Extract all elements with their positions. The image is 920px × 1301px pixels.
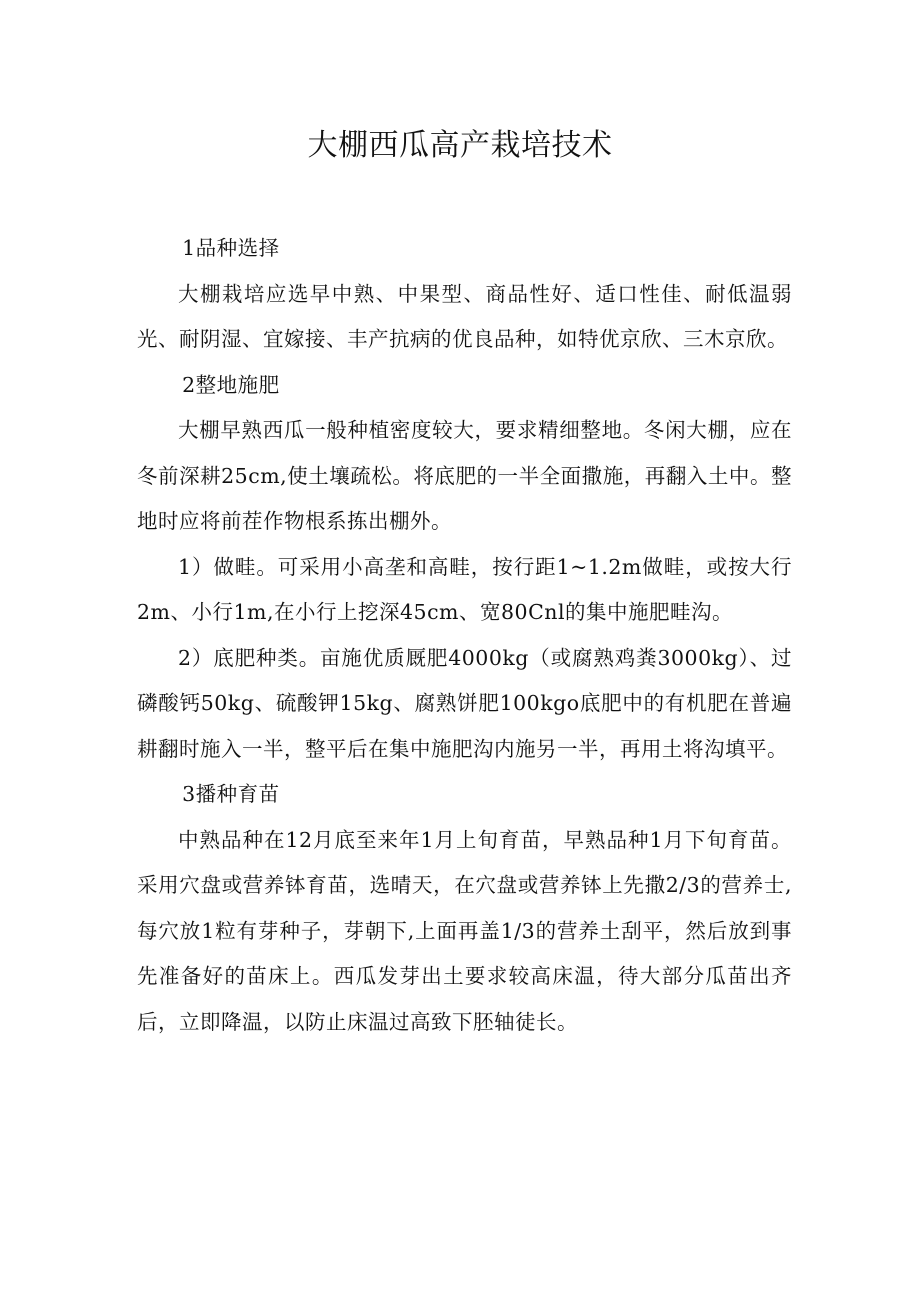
- paragraph-land-preparation: 大棚早熟西瓜一般种植密度较大，要求精细整地。冬闲大棚，应在冬前深耕25cm,使土壤疏松。将底肥的一半全面撒施，再翻入土中。整地时应将前茬作物根系拣出棚外。: [137, 418, 792, 533]
- paragraph-bed-making: 1）做畦。可采用小高垄和高畦，按行距1~1.2m做畦，或按大行2m、小行1m,在小行上挖深45cm、宽80Cnl的集中施肥畦沟。: [137, 554, 792, 624]
- paragraph-variety-selection: 大棚栽培应选早中熟、中果型、商品性好、适口性佳、耐低温弱光、耐阴湿、宜嫁接、丰产抗病的优良品种，如特优京欣、三木京欣。: [137, 281, 792, 351]
- document-title: 大棚西瓜高产栽培技术: [307, 128, 613, 163]
- document-body: [137, 226, 792, 1045]
- paragraph-base-fertilizer: 2）底肥种类。亩施优质厩肥4000kg（或腐熟鸡粪3000kg）、过磷酸钙50kg、硫酸钾15kg、腐熟饼肥100kgo底肥中的有机肥在普遍耕翻时施入一半，整平后在集中施肥沟内施另一半，再用土将沟填平。: [137, 645, 792, 761]
- section-heading-variety-selection: 1品种选择: [182, 236, 280, 260]
- paragraph-seedling: 中熟品种在12月底至来年1月上旬育苗，早熟品种1月下旬育苗。采用穴盘或营养钵育苗，选晴天，在穴盘或营养钵上先撒2/3的营养士,每穴放1粒有芽种子，芽朝下,上面再盖1/3的营养土刮平，然后放到事先准备好的苗床上。西瓜发芽出土要求较高床温，待大部分瓜苗出齐后，立即降温，以防止床温过高致下胚轴徒长。: [137, 827, 792, 1034]
- section-heading-seedling: 3播种育苗: [182, 782, 280, 806]
- section-heading-land-preparation: 2整地施肥: [182, 372, 280, 397]
